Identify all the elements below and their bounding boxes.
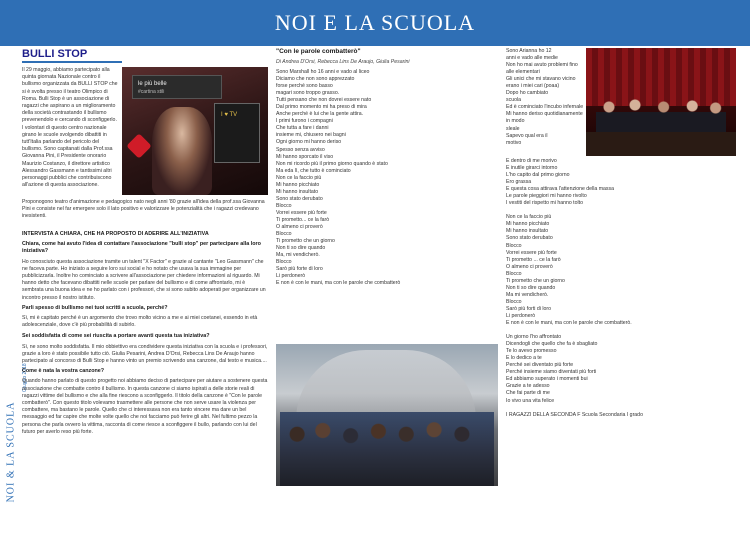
side-label: NOI & LA SCUOLA — [5, 401, 17, 503]
side-date: Giugno 2018 — [22, 363, 28, 392]
photo-crowd — [280, 412, 494, 486]
poem-continued — [506, 158, 736, 419]
photo-board — [214, 103, 260, 163]
question-4: Come è nata la vostra canzone? — [22, 368, 105, 375]
intro-text: Il 29 maggio, abbiamo partecipato alla quinta giornata Nazionale contro il bullismo organizzata da BULLI STOP che si è svolta presso il teatro Olimpico di Roma. Bulli Stop è un associazione di ragazzi che aspirano a un miglioramento della società contrastando il bullismo prevenendolo e cercando di sconfiggerlo. I volontari di questo centro nazionale girano le scuole svolgendo dibattiti in tutt'Italia parlando del pericolo del bullismo. Sono capitanati dalla Prof.ssa Giovanna Pini, il Presidente onorario Maurizio Costanzo, il direttore artistico Alessandro Gassmann e tantissimi altri personaggi pubblici che contribuiscono all'azione di questa associazione. — [22, 67, 118, 189]
column-poem-continued — [506, 48, 736, 536]
heart-icon — [126, 133, 151, 158]
photo-class-group — [276, 344, 498, 486]
photo-person — [152, 107, 212, 195]
answer-1: Ho conosciuto questa associazione tramite un talent "X Factor" e grazie al cantante "Leo Gassmann" che ne faceva parte. Ho iniziato a seguire loro sui social e ho notato che usava la sua immagine per pubblicizzarla. Inoltre ho cominciato a scrivere all'associazione per chiedere informazioni al riguardo. Mi hanno detto che facevano dibattiti nelle scuole per parlare del bullismo e di come affrontarlo, mi è sembrata una buona idea e ne ho parlato con i professori, che si sono subito adoperati per organizzare un incontro presso il nostro istituto. — [22, 258, 266, 301]
article-title: BULLI STOP — [22, 48, 122, 63]
poem-byline: Di Andrea D'Orsi, Rebecca Lins De Araujo, Giulia Pesarini — [276, 59, 410, 65]
interview — [22, 231, 268, 329]
intro-section — [22, 67, 268, 227]
answer-2: Sì, mi è capitato perché è un argomento che trovo molto vicino a me e ai miei coetanei, essendo in età adolescenziale, dove c'è più probabilità di subirlo. — [22, 315, 258, 329]
poem-title: "Con le parole combatterò" — [276, 48, 361, 55]
column-poem — [276, 48, 498, 536]
intro-rest-text: Proponogono teatro d'animazione e pedagogico nato negli anni '80 grazie all'idea della prof.ssa Giovanna Pini e consiste nel far emergere solo il lato positivo e valorizzare le potenzialità che i ragazzi credevano inesistenti. — [22, 199, 265, 220]
photo-sign — [132, 75, 222, 99]
photo-stage-floor — [586, 132, 736, 156]
interview-heading: INTERVISTA A CHIARA, CHE HA PROPOSTO DI ADERIRE ALL'INIZIATIVA — [22, 231, 209, 237]
poem-part-3: Non ce la faccio più Mi hanno picchiato Mi hanno insultato Sono stato derubato Blocco Vorrei essere più forte Ti prometto ... ce la farò O almeno ci proverò Blocco Ti prometto che un giorno Non ti so dire quando Ma mi vendicherò. Blocco Sarò più forti di loro Li perdonerò E non è con le mani, ma con le parole che combatterò. — [506, 214, 632, 327]
side-strip — [2, 372, 20, 532]
photo-sign-line1: le più belle — [138, 81, 167, 87]
page-title: NOI E LA SCUOLA — [274, 10, 476, 35]
photo-theater-stage — [586, 48, 736, 156]
column-article — [22, 48, 268, 536]
question-2: Parli spesso di bullismo nei tuoi scritti a scuola, perché? — [22, 304, 168, 311]
photo-board-text: I ♥ TV — [221, 112, 238, 118]
poem-part-1: Sono Marshall ho 16 anni e vado al liceo Diciamo che non sono apprezzato forse perché sono basso magari sono troppo grasso. Tutti pensano che non dovrei essere nato Dal primo momento mi ha preso di mira Anche perché è lui che la gente attira. I primi furono i compagni Che tutta a fare i danni insieme mi, chiusero nei bagni Ogni giorno mi hanno deriso Spesso senza avviso Mi hanno sporcato il viso Non mi ricordo più il primo giorno quando è stato Ma eda lì, che tutto è cominciato Non ce la faccio più Mi hanno picchiato Mi hanno insultato Sono stato derubato Blocco Vorrei essere più forte Ti prometto... ce la farò O almeno ci proverò Blocco Ti prometto che un giorno Non ti so dire quando Ma, mi vendicherò. Blocco Sarò più forte di loro Li perdonerò E non è con le mani, ma con le parole che combatterò — [276, 69, 401, 287]
poem-part-2-top: Sono Arianna ho 12 anni e vado alle medie Non ho mai avuto problemi fino alle elementari Gli unici che mi stavano vicino erano i miei cari (poaa) Dopo ho cambiato scuola Ed è cominciato l'incubo infernale Mi hanno deriso quotidianamente in modo sleale Sapevo qual era il motivo — [506, 48, 584, 146]
photo-sign-line2: #cartina stili — [138, 89, 165, 95]
answer-4: Quando hanno parlato di questo progetto noi abbiamo deciso di partecipare per aiutare a sostenere questa associazione che combatte contro il bullismo. In questa canzone ci siamo ispirati a delle storie reali di ragazzi vittime del bullismo e che alla fine riescono a sconfiggerlo. Il titolo della canzone è "Con le parole combatterò". Con questo titolo volevamo trasmettere alle persone che non serve usare la violenza per combattere, ma bastano le parole. Quello che ci interessava non era tanto vincere ma dare un bel messaggio ed far capire che molte volte quello che noi facciamo può ferire gli altri. Nel fultimo pezzo la persona che parla ovvero la vittima, racconta di come riesce a sconfiggere il bullo, parlando con lui del futuro per averlo reso più forte. — [22, 378, 268, 435]
poem-credits: I RAGAZZI DELLA SECONDA F Scuola Secondaria I grado — [506, 411, 643, 418]
interview-lower — [22, 333, 268, 436]
photo-arch — [296, 350, 476, 420]
poem-part-2-rest: E dentro di me morivo E inutile girarci intorno L'ho capito dal primo giorno Ero grassa E questa cosa attirava l'attenzione della massa Le parole pieggiori mi hanno rivolto I vestiti del rispetto mi hanno tolto — [506, 158, 614, 207]
poem-part-4: Un giorno l'ho affrontato Dicendogli che quello che fa è sbagliato Te lo avevo promesso E lo dedico a te Perché sei diventato più forte Perché insieme siamo diventati più forti Ed abbiamo superato i momenti bui Grazie a te adesso Che fai parte di me Io vivo una vita felice — [506, 334, 598, 404]
question-3: Sei soddisfatta di come sei riuscita a portare avanti questa tua iniziativa? — [22, 333, 210, 340]
question-1: Chiara, come hai avuto l'idea di contattare l'associazione "bulli stop" per partecipare alla loro iniziativa? — [22, 241, 261, 255]
interview-continued — [22, 333, 268, 533]
photo-girl-bulli-stop — [122, 67, 268, 195]
answer-3: Sì, ne sono molto soddisfatta. Il mio obbiettivo era condividere questa iniziativa con la scuola e i professori, grazie a loro è stato possibile tutto ciò. Giulia Pesarini, Andrea D'Orsi, Rebecca Lins De Araujo hanno partecipato al concorso di Bulli Stop e hanno vinto un premio scrivendo una canzone, dal testo e musica.... — [22, 343, 268, 365]
